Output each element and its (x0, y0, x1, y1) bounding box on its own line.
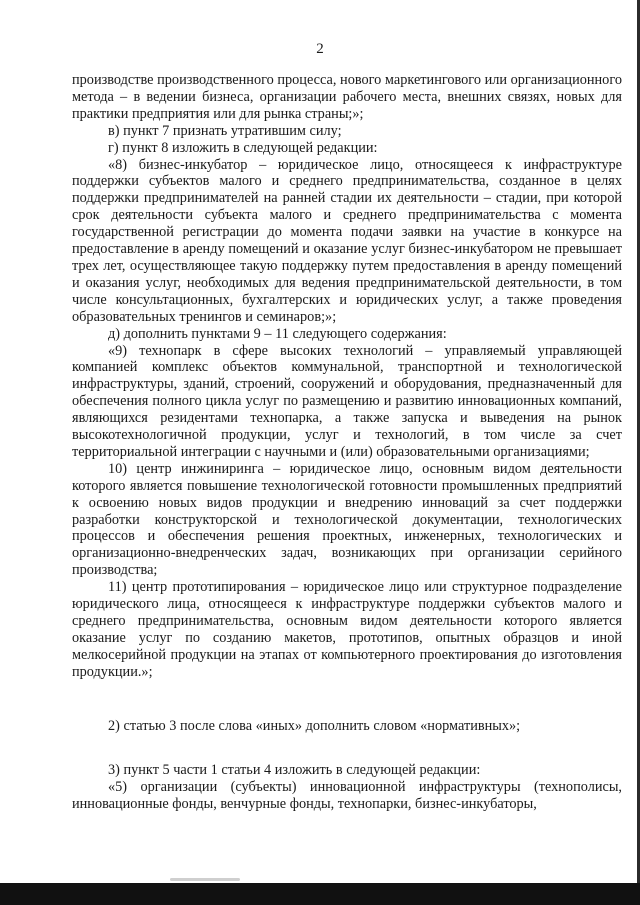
paragraph-item-d: д) дополнить пунктами 9 – 11 следующего содержания: (108, 325, 447, 342)
paragraph-definition-5: «5) организации (субъекты) инновационной инфраструктуры (технополисы, инновационные фонды, венчурные фонды, технопарки, бизнес-инкубаторы, (72, 778, 622, 812)
document-section-3 (72, 762, 622, 813)
scan-smudge (170, 878, 240, 881)
paragraph-definition-9: «9) технопарк в сфере высоких технологий – управляемый управляющей компанией комплекс объектов коммунальной, транспортной и технологической инфраструктуры, зданий, строений, сооружений и оборудования, предназначенный для обеспечения полного цикла услуг по размещению и развитию инновационных компаний, являющихся резидентами технопарка, а также запуска и выведения на рынок высокотехнологичной продукции, услуг и технологий, в том числе за счет территориальной интеграции с научными и (или) образовательными организациями; (72, 342, 622, 460)
paragraph-item-g: г) пункт 8 изложить в следующей редакции: (108, 139, 378, 156)
paragraph-item-v: в) пункт 7 признать утратившим силу; (108, 122, 342, 139)
document-section-2 (72, 718, 622, 735)
paragraph-definition-10: 10) центр инжиниринга – юридическое лицо, основным видом деятельности которого является повышение технологической готовности промышленных предприятий к освоению новых видов продукции и внедрению инноваций за счет поддержки разработки конструкторской и технологической документации, технологических процессов и обеспечения решения проектных, инженерных, технологических и организационно-внедренческих задач, возникающих при организации серийного производства; (72, 460, 622, 579)
paragraph-continuation: производстве производственного процесса, нового маркетингового или организационного метода – в ведении бизнеса, организации рабочего места, внешних связях, новых для практики предприятия или для рынка страны;»; (72, 72, 622, 122)
paragraph-definition-11: 11) центр прототипирования – юридическое лицо или структурное подразделение юридического лица, относящееся к инфраструктуре поддержки субъектов малого и среднего предпринимательства, основным видом деятельности которого является оказание услуг по созданию макетов, прототипов, опытных образцов и иной мелкосерийной продукции на этапах от компьютерного проектирования до изготовления продукции.»; (72, 579, 622, 680)
page-number: 2 (316, 41, 324, 57)
scan-edge-bottom (0, 883, 640, 905)
paragraph-definition-8: «8) бизнес-инкубатор – юридическое лицо, относящееся к инфраструктуре поддержки субъектов малого и среднего предпринимательства, созданное в целях поддержки предпринимателей на ранней стадии их деятельности – стадии, при которой срок деятельности субъекта малого и среднего предпринимательства с момента государственной регистрации до момента подачи заявки на участие в конкурсе на предоставление в аренду помещений и оказание услуг бизнес-инкубатором не превышает трех лет, осуществляющее такую поддержку путем предоставления в аренду помещений и оказания услуг, необходимых для ведения предпринимательской деятельности, в том числе консультационных, бухгалтерских и юридических услуг, а также проведения образовательных тренингов и семинаров;»; (72, 156, 622, 325)
paragraph-point-2: 2) статью 3 после слова «иных» дополнить словом «нормативных»; (108, 718, 521, 734)
paragraph-point-3: 3) пункт 5 части 1 статьи 4 изложить в следующей редакции: (108, 762, 481, 778)
document-body (72, 72, 622, 681)
